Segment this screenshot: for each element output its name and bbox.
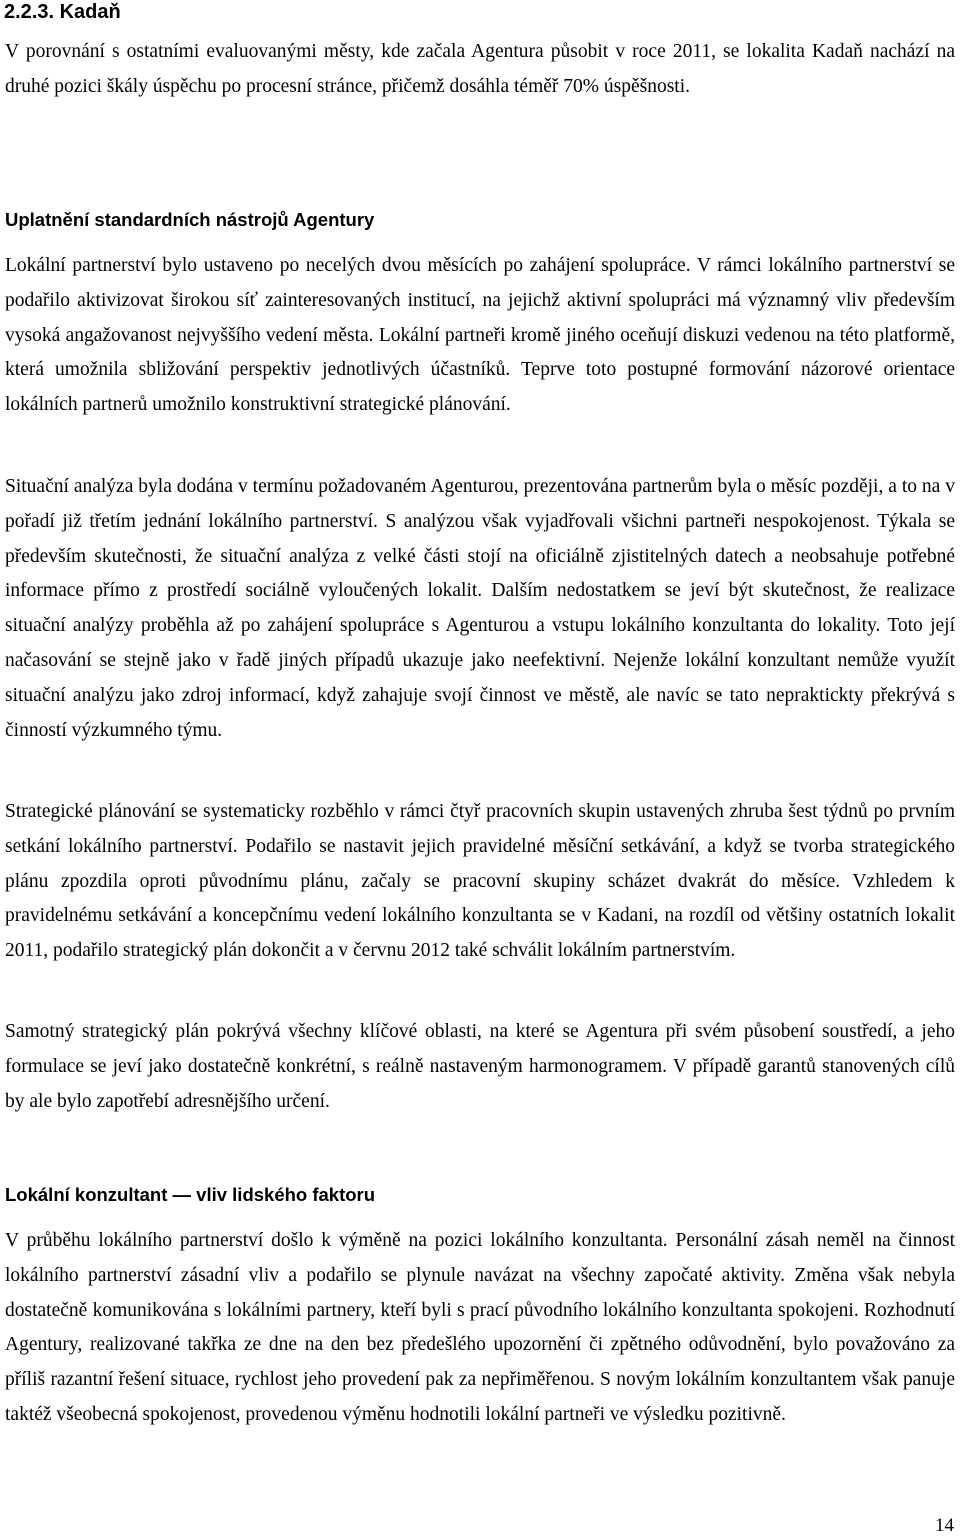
paragraph-local-partnership: Lokální partnerství bylo ustaveno po necelých dvou měsících po zahájení spolupráce. V rámci lokálního partnerství se podařilo aktivizovat širokou síť zainteresovaných institucí, na jejichž aktivní spolupráci má významný vliv především vysoká angažovanost nejvyššího vedení města. Lokální partneři kromě jiného oceňují diskuzi vedenou na této platformě, která umožnila sbližování perspektiv jednotlivých účastníků. Teprve toto postupné formování názorové orientace lokálních partnerů umožnilo konstruktivní strategické plánování.	[5, 255, 955, 416]
subheading-standard-tools: Uplatnění standardních nástrojů Agentury	[5, 209, 375, 230]
paragraph-strategic-plan: Samotný strategický plán pokrývá všechny klíčové oblasti, na které se Agentura při svém působení soustředí, a jeho formulace se jeví jako dostatečně konkrétní, s reálně nastaveným harmonogramem. V případě garantů stanovených cílů by ale bylo zapotřebí adresnějšího určení.	[5, 1021, 955, 1112]
page-number: 14	[935, 1515, 954, 1536]
intro-paragraph: V porovnání s ostatními evaluovanými městy, kde začala Agentura působit v roce 2011, se lokalita Kadaň nachází na druhé pozici škály úspěchu po procesní stránce, přičemž dosáhla téměř 70% úspěšnosti.	[5, 41, 955, 97]
paragraph-situational-analysis: Situační analýza byla dodána v termínu požadovaném Agenturou, prezentována partnerům byla o měsíc později, a to na v pořadí již třetím jednání lokálního partnerství. S analýzou však vyjadřovali všichni partneři nespokojenost. Týkala se především skutečnosti, že situační analýza z velké části stojí na oficiálně zjistitelných datech a neobsahuje potřebné informace přímo z prostředí sociálně vyloučených lokalit. Dalším nedostatkem se jeví být skutečnost, že realizace situační analýzy proběhla až po zahájení spolupráce s Agenturou a vstupu lokálního konzultanta do lokality. Toto její načasování se stejně jako v řadě jiných případů ukazuje jako neefektivní. Nejenže lokální konzultant nemůže využít situační analýzu jako zdroj informací, když zahajuje svojí činnost ve městě, ale navíc se tato nepraktickty překrývá s činností výzkumného týmu.	[5, 476, 955, 741]
subheading-local-consultant: Lokální konzultant — vliv lidského faktoru	[5, 1184, 376, 1205]
section-heading: 2.2.3. Kadaň	[4, 1, 121, 23]
paragraph-consultant-change: V průběhu lokálního partnerství došlo k výměně na pozici lokálního konzultanta. Personální zásah neměl na činnost lokálního partnerství zásadní vliv a podařilo se plynule navázat na všechny započaté aktivity. Změna však nebyla dostatečně komunikována s lokálními partnery, kteří byli s prací původního lokálního konzultanta spokojeni. Rozhodnutí Agentury, realizované takřka ze dne na den bez předešlého upozornění či zpětného odůvodnění, bylo považováno za příliš razantní řešení situace, rychlost jeho provedení pak za nepřiměřenou. S novým lokálním konzultantem však panuje taktéž všeobecná spokojenost, provedenou výměnu hodnotili lokální partneři ve výsledku pozitivně.	[5, 1230, 955, 1425]
paragraph-strategic-planning: Strategické plánování se systematicky rozběhlo v rámci čtyř pracovních skupin ustavených zhruba šest týdnů po prvním setkání lokálního partnerství. Podařilo se nastavit jejich pravidelné měsíční setkávání, a když se tvorba strategického plánu zpozdila oproti původnímu plánu, začaly se pracovní skupiny scházet dvakrát do měsíce. Vzhledem k pravidelnému setkávání a koncepčnímu vedení lokálního konzultanta se v Kadani, na rozdíl od většiny ostatních lokalit 2011, podařilo strategický plán dokončit a v červnu 2012 také schválit lokálním partnerstvím.	[5, 801, 955, 962]
